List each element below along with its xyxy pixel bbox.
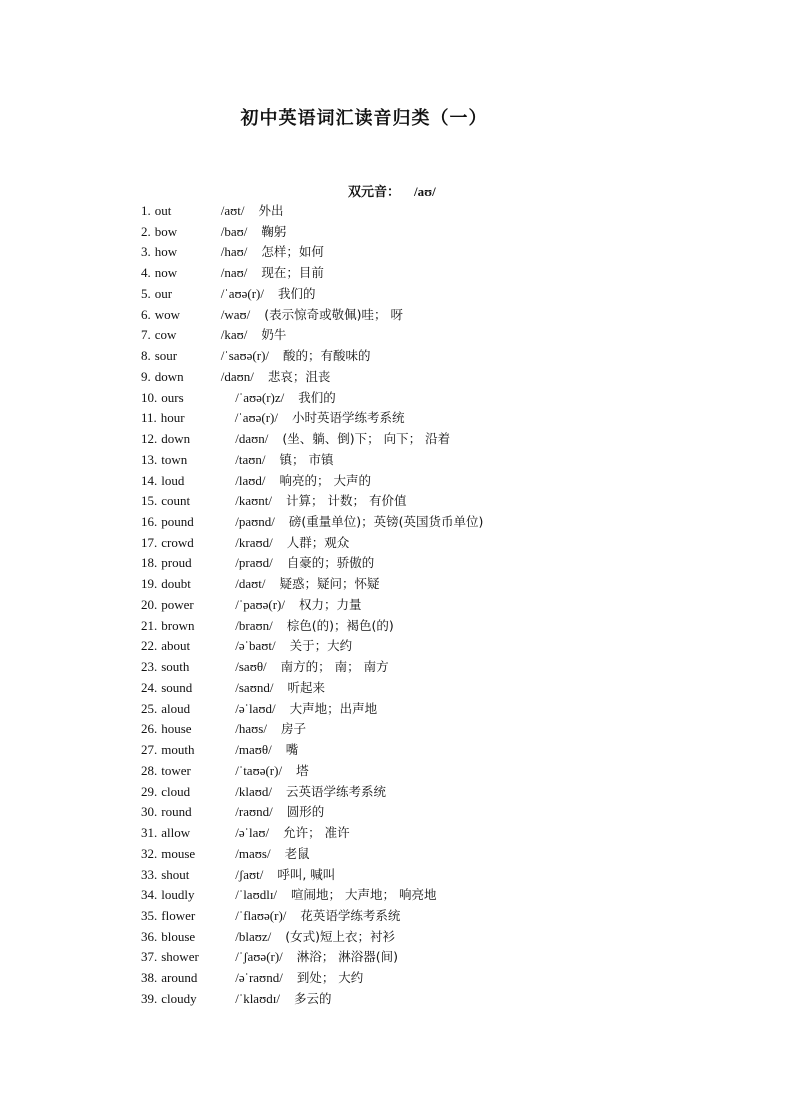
entry-ipa: /əˈlaʊ/ xyxy=(235,825,270,841)
list-item xyxy=(141,699,761,720)
entry-ipa: /klaʊd/ xyxy=(235,783,272,799)
entry-ipa: /blaʊz/ xyxy=(235,928,272,944)
entry-word: count xyxy=(161,493,191,509)
entry-ipa: /ˈsaʊə(r)/ xyxy=(220,348,270,364)
entry-meaning: 大声地；出声地 xyxy=(289,700,378,716)
list-item xyxy=(141,429,761,450)
entry-ipa: /praʊd/ xyxy=(235,555,273,571)
entry-word: loudly xyxy=(161,887,195,903)
entry-word: wow xyxy=(154,306,181,322)
list-item xyxy=(141,616,761,637)
entry-number: 21. xyxy=(141,617,158,633)
entry-meaning: 呼叫, 喊叫 xyxy=(277,866,336,882)
list-item xyxy=(141,305,761,326)
entry-number: 12. xyxy=(141,431,158,447)
list-item xyxy=(141,968,761,989)
entry-ipa: /ˈʃaʊə(r)/ xyxy=(235,949,283,965)
entry-word: proud xyxy=(161,555,192,571)
entry-ipa: /ˈlaʊdlɪ/ xyxy=(235,887,278,903)
list-item xyxy=(141,927,761,948)
entry-number: 7. xyxy=(141,327,151,343)
list-item xyxy=(141,595,761,616)
entry-meaning: 酸的；有酸味的 xyxy=(283,348,371,364)
entry-ipa: /haʊs/ xyxy=(235,721,267,737)
list-item xyxy=(141,553,761,574)
entry-ipa: /ˈflaʊə(r)/ xyxy=(235,907,287,923)
entry-number: 3. xyxy=(141,244,151,260)
list-item xyxy=(141,201,761,222)
list-item xyxy=(141,740,761,761)
entry-ipa: /daʊt/ xyxy=(235,576,266,592)
entry-meaning: 南方的； 南； 南方 xyxy=(280,659,389,675)
vocabulary-list xyxy=(141,201,761,1010)
entry-ipa: /əˈlaʊd/ xyxy=(235,700,276,716)
list-item xyxy=(141,367,761,388)
entry-number: 19. xyxy=(141,576,158,592)
entry-meaning: 疑惑；疑问；怀疑 xyxy=(279,576,380,592)
entry-number: 24. xyxy=(141,679,158,695)
entry-ipa: /daʊn/ xyxy=(235,431,269,447)
entry-word: tower xyxy=(161,762,191,778)
entry-number: 1. xyxy=(141,203,151,218)
entry-number: 30. xyxy=(141,804,158,820)
entry-number: 26. xyxy=(141,721,158,737)
entry-meaning: 人群；观众 xyxy=(286,534,350,550)
list-item xyxy=(141,491,761,512)
entry-meaning: 老鼠 xyxy=(284,845,310,861)
entry-number: 5. xyxy=(141,285,151,301)
entry-number: 28. xyxy=(141,762,158,778)
entry-number: 39. xyxy=(141,990,158,1006)
entry-ipa: /naʊ/ xyxy=(220,265,248,281)
list-item xyxy=(141,471,761,492)
list-item xyxy=(141,906,761,927)
list-item xyxy=(141,512,761,533)
entry-ipa: /ˈaʊə(r)z/ xyxy=(235,389,285,405)
entry-number: 33. xyxy=(141,866,158,882)
entry-ipa: /laʊd/ xyxy=(235,472,266,488)
entry-ipa: /ˈpaʊə(r)/ xyxy=(235,596,285,612)
entry-word: out xyxy=(154,203,172,218)
entry-ipa: /aʊt/ xyxy=(220,203,245,218)
entry-ipa: /waʊ/ xyxy=(220,306,251,322)
entry-word: shower xyxy=(161,949,199,965)
entry-word: house xyxy=(161,721,192,737)
list-item xyxy=(141,450,761,471)
entry-meaning: 棕色(的)；褐色(的) xyxy=(286,617,394,633)
entry-meaning: 镇； 市镇 xyxy=(279,451,334,467)
entry-ipa: /kraʊd/ xyxy=(235,534,273,550)
entry-number: 11. xyxy=(141,410,157,426)
entry-number: 16. xyxy=(141,514,158,530)
entry-ipa: /kaʊ/ xyxy=(220,327,248,343)
entry-ipa: /ˈaʊə(r)/ xyxy=(234,410,278,426)
entry-ipa: /ˈaʊə(r)/ xyxy=(220,285,264,301)
entry-meaning: 圆形的 xyxy=(286,804,325,820)
entry-meaning: 喧闹地； 大声地； 响亮地 xyxy=(291,887,437,903)
entry-meaning: 听起来 xyxy=(287,679,325,695)
entry-meaning: 我们的 xyxy=(277,285,316,301)
entry-word: ours xyxy=(161,389,184,405)
entry-number: 34. xyxy=(141,887,158,903)
entry-meaning: 小时英语学练考系统 xyxy=(292,410,405,426)
list-item xyxy=(141,885,761,906)
entry-ipa: /raʊnd/ xyxy=(235,804,273,820)
entry-meaning: 奶牛 xyxy=(261,327,287,343)
entry-word: allow xyxy=(161,825,191,841)
entry-word: brown xyxy=(161,617,195,633)
entry-number: 10. xyxy=(141,389,158,405)
page-title: 初中英语词汇读音归类（一） xyxy=(240,108,488,129)
entry-word: cloud xyxy=(161,783,191,799)
entry-number: 14. xyxy=(141,472,158,488)
entry-meaning: 关于；大约 xyxy=(289,638,353,654)
list-item xyxy=(141,388,761,409)
entry-meaning: 云英语学练考系统 xyxy=(286,783,387,799)
list-item xyxy=(141,408,761,429)
section-ipa: /aʊ/ xyxy=(414,184,436,199)
list-item xyxy=(141,947,761,968)
entry-ipa: /saʊnd/ xyxy=(235,679,274,695)
entry-number: 38. xyxy=(141,970,158,986)
entry-word: south xyxy=(161,659,190,675)
entry-meaning: 淋浴； 淋浴器(间) xyxy=(296,949,399,965)
entry-word: our xyxy=(154,285,173,301)
entry-number: 13. xyxy=(141,451,158,467)
entry-meaning: 外出 xyxy=(258,203,284,218)
entry-meaning: 响亮的； 大声的 xyxy=(279,472,371,488)
entry-number: 29. xyxy=(141,783,158,799)
entry-meaning: (女式)短上衣；衬衫 xyxy=(285,928,396,944)
entry-ipa: /haʊ/ xyxy=(220,244,248,260)
entry-meaning: 允许； 准许 xyxy=(283,825,350,841)
entry-number: 2. xyxy=(141,223,151,239)
entry-word: shout xyxy=(161,866,190,882)
entry-ipa: /baʊ/ xyxy=(220,223,248,239)
entry-word: sound xyxy=(161,679,193,695)
entry-word: how xyxy=(154,244,178,260)
entry-ipa: /ˈklaʊdɪ/ xyxy=(235,990,280,1006)
entry-number: 37. xyxy=(141,949,158,965)
entry-word: cow xyxy=(154,327,177,343)
entry-meaning: 悲哀；沮丧 xyxy=(267,368,331,384)
entry-meaning: (坐、躺、倒)下； 向下； 沿着 xyxy=(282,431,451,447)
section-heading xyxy=(348,181,436,200)
list-item xyxy=(141,719,761,740)
entry-word: blouse xyxy=(161,928,196,944)
section-label: 双元音： xyxy=(348,185,401,200)
entry-meaning: 计算； 计数； 有价值 xyxy=(286,493,407,509)
entry-ipa: /ʃaʊt/ xyxy=(235,866,264,882)
entry-meaning: 嘴 xyxy=(285,742,299,758)
entry-meaning: 我们的 xyxy=(298,389,336,405)
entry-ipa: /daʊn/ xyxy=(220,368,254,384)
list-item xyxy=(141,346,761,367)
entry-number: 20. xyxy=(141,596,158,612)
entry-number: 35. xyxy=(141,907,158,923)
list-item xyxy=(141,844,761,865)
entry-word: down xyxy=(154,368,184,384)
entry-word: flower xyxy=(161,907,196,923)
list-item xyxy=(141,222,761,243)
entry-meaning: 多云的 xyxy=(293,990,332,1006)
entry-ipa: /ˈtaʊə(r)/ xyxy=(235,762,283,778)
list-item xyxy=(141,533,761,554)
entry-meaning: 怎样；如何 xyxy=(261,244,324,260)
entry-word: power xyxy=(161,596,194,612)
entry-number: 8. xyxy=(141,348,151,364)
entry-word: sour xyxy=(154,348,178,364)
entry-ipa: /braʊn/ xyxy=(235,617,273,633)
entry-number: 17. xyxy=(141,534,158,550)
entry-word: town xyxy=(161,451,188,467)
entry-number: 32. xyxy=(141,845,158,861)
entry-meaning: 房子 xyxy=(280,721,306,737)
entry-ipa: /əˈbaʊt/ xyxy=(235,638,276,654)
entry-ipa: /maʊθ/ xyxy=(235,742,272,758)
list-item xyxy=(141,802,761,823)
entry-word: crowd xyxy=(161,534,194,550)
list-item xyxy=(141,263,761,284)
entry-number: 36. xyxy=(141,928,158,944)
entry-meaning: 塔 xyxy=(296,762,309,778)
entry-number: 15. xyxy=(141,493,158,509)
entry-meaning: 自豪的；骄傲的 xyxy=(286,555,375,571)
entry-number: 22. xyxy=(141,638,158,654)
entry-meaning: 磅(重量单位)；英镑(英国货币单位) xyxy=(288,514,484,530)
entry-meaning: 到处； 大约 xyxy=(296,970,364,986)
list-item xyxy=(141,284,761,305)
entry-meaning: 鞠躬 xyxy=(261,223,287,239)
list-item xyxy=(141,678,761,699)
entry-meaning: 花英语学练考系统 xyxy=(300,907,401,923)
entry-number: 23. xyxy=(141,659,158,675)
entry-number: 31. xyxy=(141,825,158,841)
entry-ipa: /taʊn/ xyxy=(235,451,266,467)
entry-word: pound xyxy=(161,514,194,530)
entry-word: mouth xyxy=(161,742,195,758)
entry-word: hour xyxy=(160,410,185,426)
entry-number: 27. xyxy=(141,742,158,758)
list-item xyxy=(141,242,761,263)
list-item xyxy=(141,657,761,678)
entry-word: aloud xyxy=(161,700,191,716)
entry-meaning: (表示惊奇或敬佩)哇； 呀 xyxy=(264,306,404,322)
entry-ipa: /kaʊnt/ xyxy=(235,493,272,509)
entry-word: about xyxy=(161,638,191,654)
list-item xyxy=(141,823,761,844)
entry-word: cloudy xyxy=(161,990,197,1006)
entry-ipa: /maʊs/ xyxy=(235,845,271,861)
entry-number: 25. xyxy=(141,700,158,716)
entry-word: loud xyxy=(161,472,185,488)
entry-number: 4. xyxy=(141,265,151,281)
entry-word: doubt xyxy=(161,576,191,592)
list-item xyxy=(141,782,761,803)
list-item xyxy=(141,761,761,782)
entry-ipa: /əˈraʊnd/ xyxy=(235,970,283,986)
entry-number: 9. xyxy=(141,368,151,384)
entry-word: mouse xyxy=(161,845,196,861)
list-item xyxy=(141,865,761,886)
entry-meaning: 权力；力量 xyxy=(298,596,362,612)
entry-word: bow xyxy=(154,223,178,239)
list-item xyxy=(141,989,761,1010)
entry-word: down xyxy=(161,431,191,447)
list-item xyxy=(141,574,761,595)
list-item xyxy=(141,636,761,657)
entry-number: 18. xyxy=(141,555,158,571)
list-item xyxy=(141,325,761,346)
entry-meaning: 现在；目前 xyxy=(261,265,324,281)
entry-word: around xyxy=(161,970,198,986)
entry-number: 6. xyxy=(141,306,151,322)
entry-word: now xyxy=(154,265,178,281)
entry-word: round xyxy=(161,804,192,820)
entry-ipa: /saʊθ/ xyxy=(235,659,267,675)
entry-ipa: /paʊnd/ xyxy=(235,514,275,530)
